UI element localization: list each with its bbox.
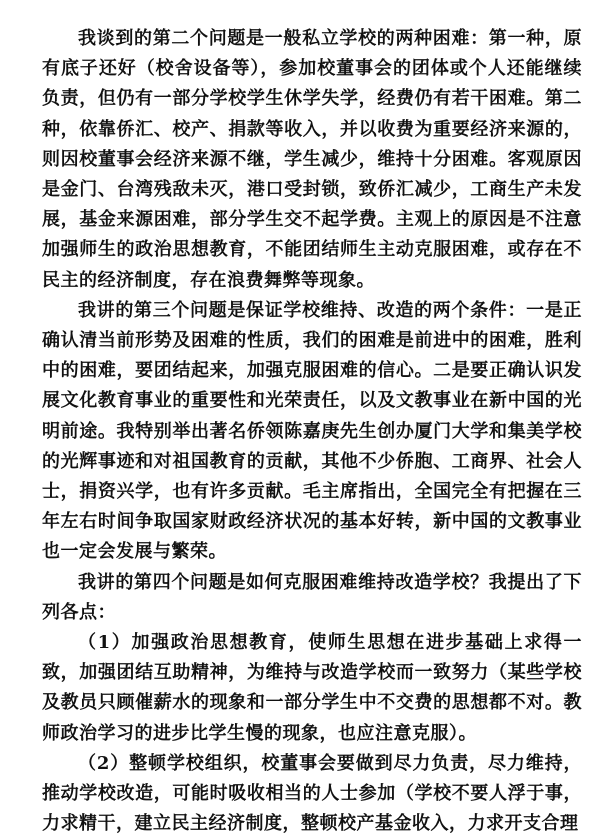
paragraph-point-1: （1）加强政治思想教育，使师生思想在进步基础上求得一致，加强团结互助精神，为维持与改造学校而一致努力（某些学校及教员只顾催薪水的现象和一部分学生中不交费的思想都不对。教师政治学习的进步比学生慢的现象，也应注意克服）。	[42, 632, 582, 744]
paragraph-second-issue: 我谈到的第二个问题是一般私立学校的两种困难：第一种，原有底子还好（校舍设备等），参加校董事会的团体或个人还能继续负责，但仍有一部分学校学生休学失学，经费仍有若干困难。第二种，依靠侨汇、校产、捐款等收入，并以收费为重要经济来源的，则因校董事会经济来源不继，学生减少，维持十分困难。客观原因是金门、台湾残敌未灭，港口受封锁，致侨汇减少，工商生产未发展，基金来源困难，部分学生交不起学费。主观上的原因是不注意加强师生的政治思想教育，不能团结师生主动克服困难，或存在不民主的经济制度，存在浪费舞弊等现象。	[42, 28, 582, 291]
paragraph-fourth-issue: 我讲的第四个问题是如何克服困难维持改造学校？我提出了下列各点：	[42, 571, 582, 623]
paragraph-point-2: （2）整顿学校组织，校董事会要做到尽力负责，尽力维持，推动学校改造，可能时吸收相当的人士参加（学校不要人浮于事，力求精干，建立民主经济制度，整顿校产基金收入，力求开支合理	[42, 752, 582, 835]
document-page	[42, 24, 582, 839]
paragraph-third-issue: 我讲的第三个问题是保证学校维持、改造的两个条件：一是正确认清当前形势及困难的性质，我们的困难是前进中的困难，胜利中的困难，要团结起来，加强克服困难的信心。二是要正确认识发展文化教育事业的重要性和光荣责任，以及文教事业在新中国的光明前途。我特别举出著名侨领陈嘉庚先生创办厦门大学和集美学校的光辉事迹和对祖国教育的贡献，其他不少侨胞、工商界、社会人士，捐资兴学，也有许多贡献。毛主席指出，全国完全有把握在三年左右时间争取国家财政经济状况的基本好转，新中国的文教事业也一定会发展与繁荣。	[42, 299, 582, 563]
